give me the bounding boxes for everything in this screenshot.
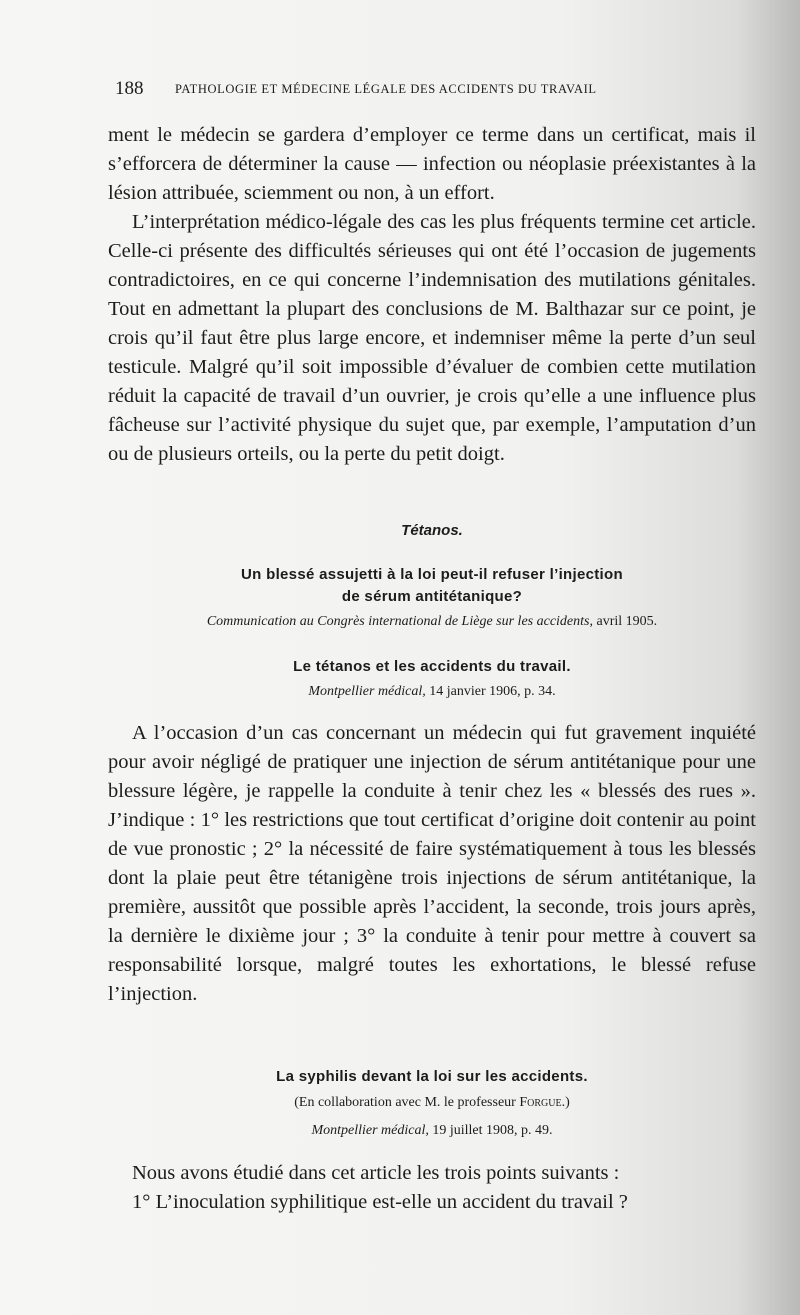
- publication-reference-1: [108, 614, 756, 630]
- publication-title-line: Un blessé assujetti à la loi peut-il refuser l’injection: [241, 566, 623, 583]
- paragraph: Nous avons étudié dans cet article les trois points suivants :: [132, 1162, 620, 1184]
- running-title: PATHOLOGIE ET MÉDECINE LÉGALE DES ACCIDENTS DU TRAVAIL: [175, 82, 597, 96]
- page-number: 188: [115, 78, 144, 99]
- publication-title-3: La syphilis devant la loi sur les accidents.: [276, 1068, 588, 1085]
- publication-collaboration: [108, 1095, 756, 1111]
- reference-date: avril 1905.: [596, 614, 658, 629]
- paragraph: ment le médecin se gardera d’employer ce terme dans un certificat, mais il s’efforcera de déterminer la cause — infection ou néoplasie préexistantes à la lésion attribuée, sciemment ou non, à un effort.: [108, 124, 756, 204]
- section-title: Tétanos.: [401, 522, 463, 539]
- body-text-block-3: [108, 1159, 756, 1217]
- body-text-block-1: [108, 121, 756, 469]
- collaboration-prefix: (En collaboration avec M. le professeur: [294, 1095, 516, 1110]
- reference-details: 19 juillet 1908, p. 49.: [432, 1123, 553, 1138]
- publication-title-line: de sérum antitétanique?: [341, 588, 523, 605]
- publication-reference-3: [108, 1123, 756, 1139]
- publication-reference-2: [108, 684, 756, 700]
- paragraph: A l’occasion d’un cas concernant un médecin qui fut gravement inquiété pour avoir négligé de pratiquer une injection de sérum antitétanique pour une blessure légère, je rappelle la conduite à tenir chez les « blessés des rues ». J’indique : 1° les restrictions que tout certificat d’origine doit contenir au point de vue pronostic ; 2° la nécessité de faire systématiquement à tous les blessés dont la plaie peut être tétanigène trois injections de sérum antitétanique, la première, aussitôt que possible après l’accident, la seconde, trois jours après, la dernière le dixième jour ; 3° la conduite à tenir pour mettre à couvert sa responsabilité lorsque, malgré toutes les exhortations, le blessé refuse l’injection.: [108, 722, 756, 1005]
- reference-journal: Montpellier médical,: [311, 1123, 429, 1138]
- publication-title-1: [108, 564, 756, 608]
- paragraph: 1° L’inoculation syphilitique est-elle un accident du travail ?: [132, 1191, 628, 1213]
- reference-details: 14 janvier 1906, p. 34.: [429, 684, 556, 699]
- paragraph: L’interprétation médico-légale des cas les plus fréquents termine cet article. Celle-ci présente des difficultés sérieuses qui ont été l’occasion de jugements contradictoires, en ce qui concerne l’indemnisation des mutilations génitales. Tout en admettant la plupart des conclusions de M. Balthazar sur ce point, je crois qu’il faut être plus large encore, et indemniser même la perte d’un seul testicule. Malgré qu’il soit impossible d’évaluer de combien cette mutilation réduit la capacité de travail d’un ouvrier, je crois qu’elle a une influence plus fâcheuse sur l’activité physique du sujet que, par exemple, l’amputation d’un ou de plusieurs orteils, ou la perte du petit doigt.: [108, 211, 756, 465]
- reference-venue: Communication au Congrès international de Liège sur les accidents,: [206, 614, 593, 629]
- collaboration-suffix: .): [561, 1095, 570, 1110]
- collaborator-name: Forgue: [519, 1095, 562, 1110]
- body-text-block-2: [108, 719, 756, 1009]
- reference-journal: Montpellier médical,: [308, 684, 426, 699]
- publication-title-2: Le tétanos et les accidents du travail.: [293, 658, 571, 675]
